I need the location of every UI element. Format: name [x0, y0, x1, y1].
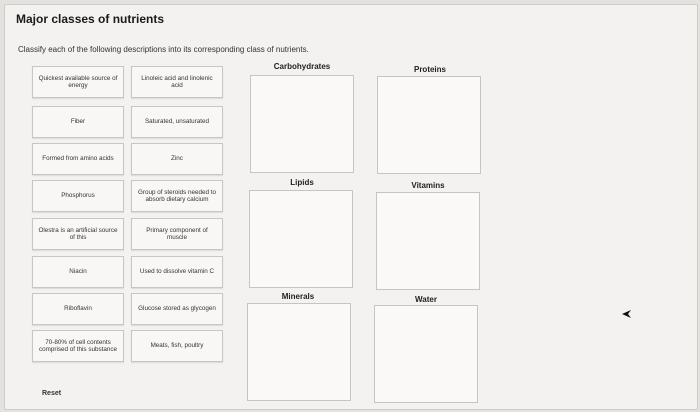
card-fiber[interactable]: Fiber [32, 106, 124, 138]
card-formed-amino-acids[interactable]: Formed from amino acids [32, 143, 124, 175]
card-steroids-calcium[interactable]: Group of steroids needed to absorb dietary calcium [131, 180, 223, 212]
card-olestra[interactable]: Olestra is an artificial source of this [32, 218, 124, 250]
card-saturated-unsaturated[interactable]: Saturated, unsaturated [131, 106, 223, 138]
drop-zone-minerals[interactable] [247, 303, 351, 401]
card-meats-fish-poultry[interactable]: Meats, fish, poultry [131, 330, 223, 362]
card-riboflavin[interactable]: Riboflavin [32, 293, 124, 325]
drop-zone-proteins[interactable] [377, 76, 481, 174]
drop-zone-lipids[interactable] [249, 190, 353, 288]
bin-label-minerals: Minerals [281, 292, 315, 301]
bin-label-proteins: Proteins [413, 65, 446, 74]
card-glycogen[interactable]: Glucose stored as glycogen [131, 293, 223, 325]
card-zinc[interactable]: Zinc [131, 143, 223, 175]
instruction-text: Classify each of the following descriptions into its corresponding class of nutrients. [18, 45, 309, 54]
card-niacin[interactable]: Niacin [32, 256, 124, 288]
drop-zone-vitamins[interactable] [376, 192, 480, 290]
card-dissolve-vitamin-c[interactable]: Used to dissolve vitamin C [131, 256, 223, 288]
card-quickest-energy[interactable]: Quickest available source of energy [32, 66, 124, 98]
page-title: Major classes of nutrients [16, 12, 165, 26]
card-muscle-component[interactable]: Primary component of muscle [131, 218, 223, 250]
drop-zone-carbohydrates[interactable] [250, 75, 354, 173]
reset-button[interactable]: Reset [42, 390, 62, 397]
drop-zone-water[interactable] [374, 305, 478, 403]
bin-label-lipids: Lipids [290, 178, 314, 187]
card-phosphorus[interactable]: Phosphorus [32, 180, 124, 212]
arrow-cursor-icon [621, 309, 633, 319]
bin-label-water: Water [415, 295, 437, 304]
bin-label-vitamins: Vitamins [411, 181, 445, 190]
bin-label-carbohydrates: Carbohydrates [273, 62, 331, 71]
card-cell-contents[interactable]: 70-80% of cell contents comprised of this substance [32, 330, 124, 362]
card-linoleic-acid[interactable]: Linoleic acid and linolenic acid [131, 66, 223, 98]
